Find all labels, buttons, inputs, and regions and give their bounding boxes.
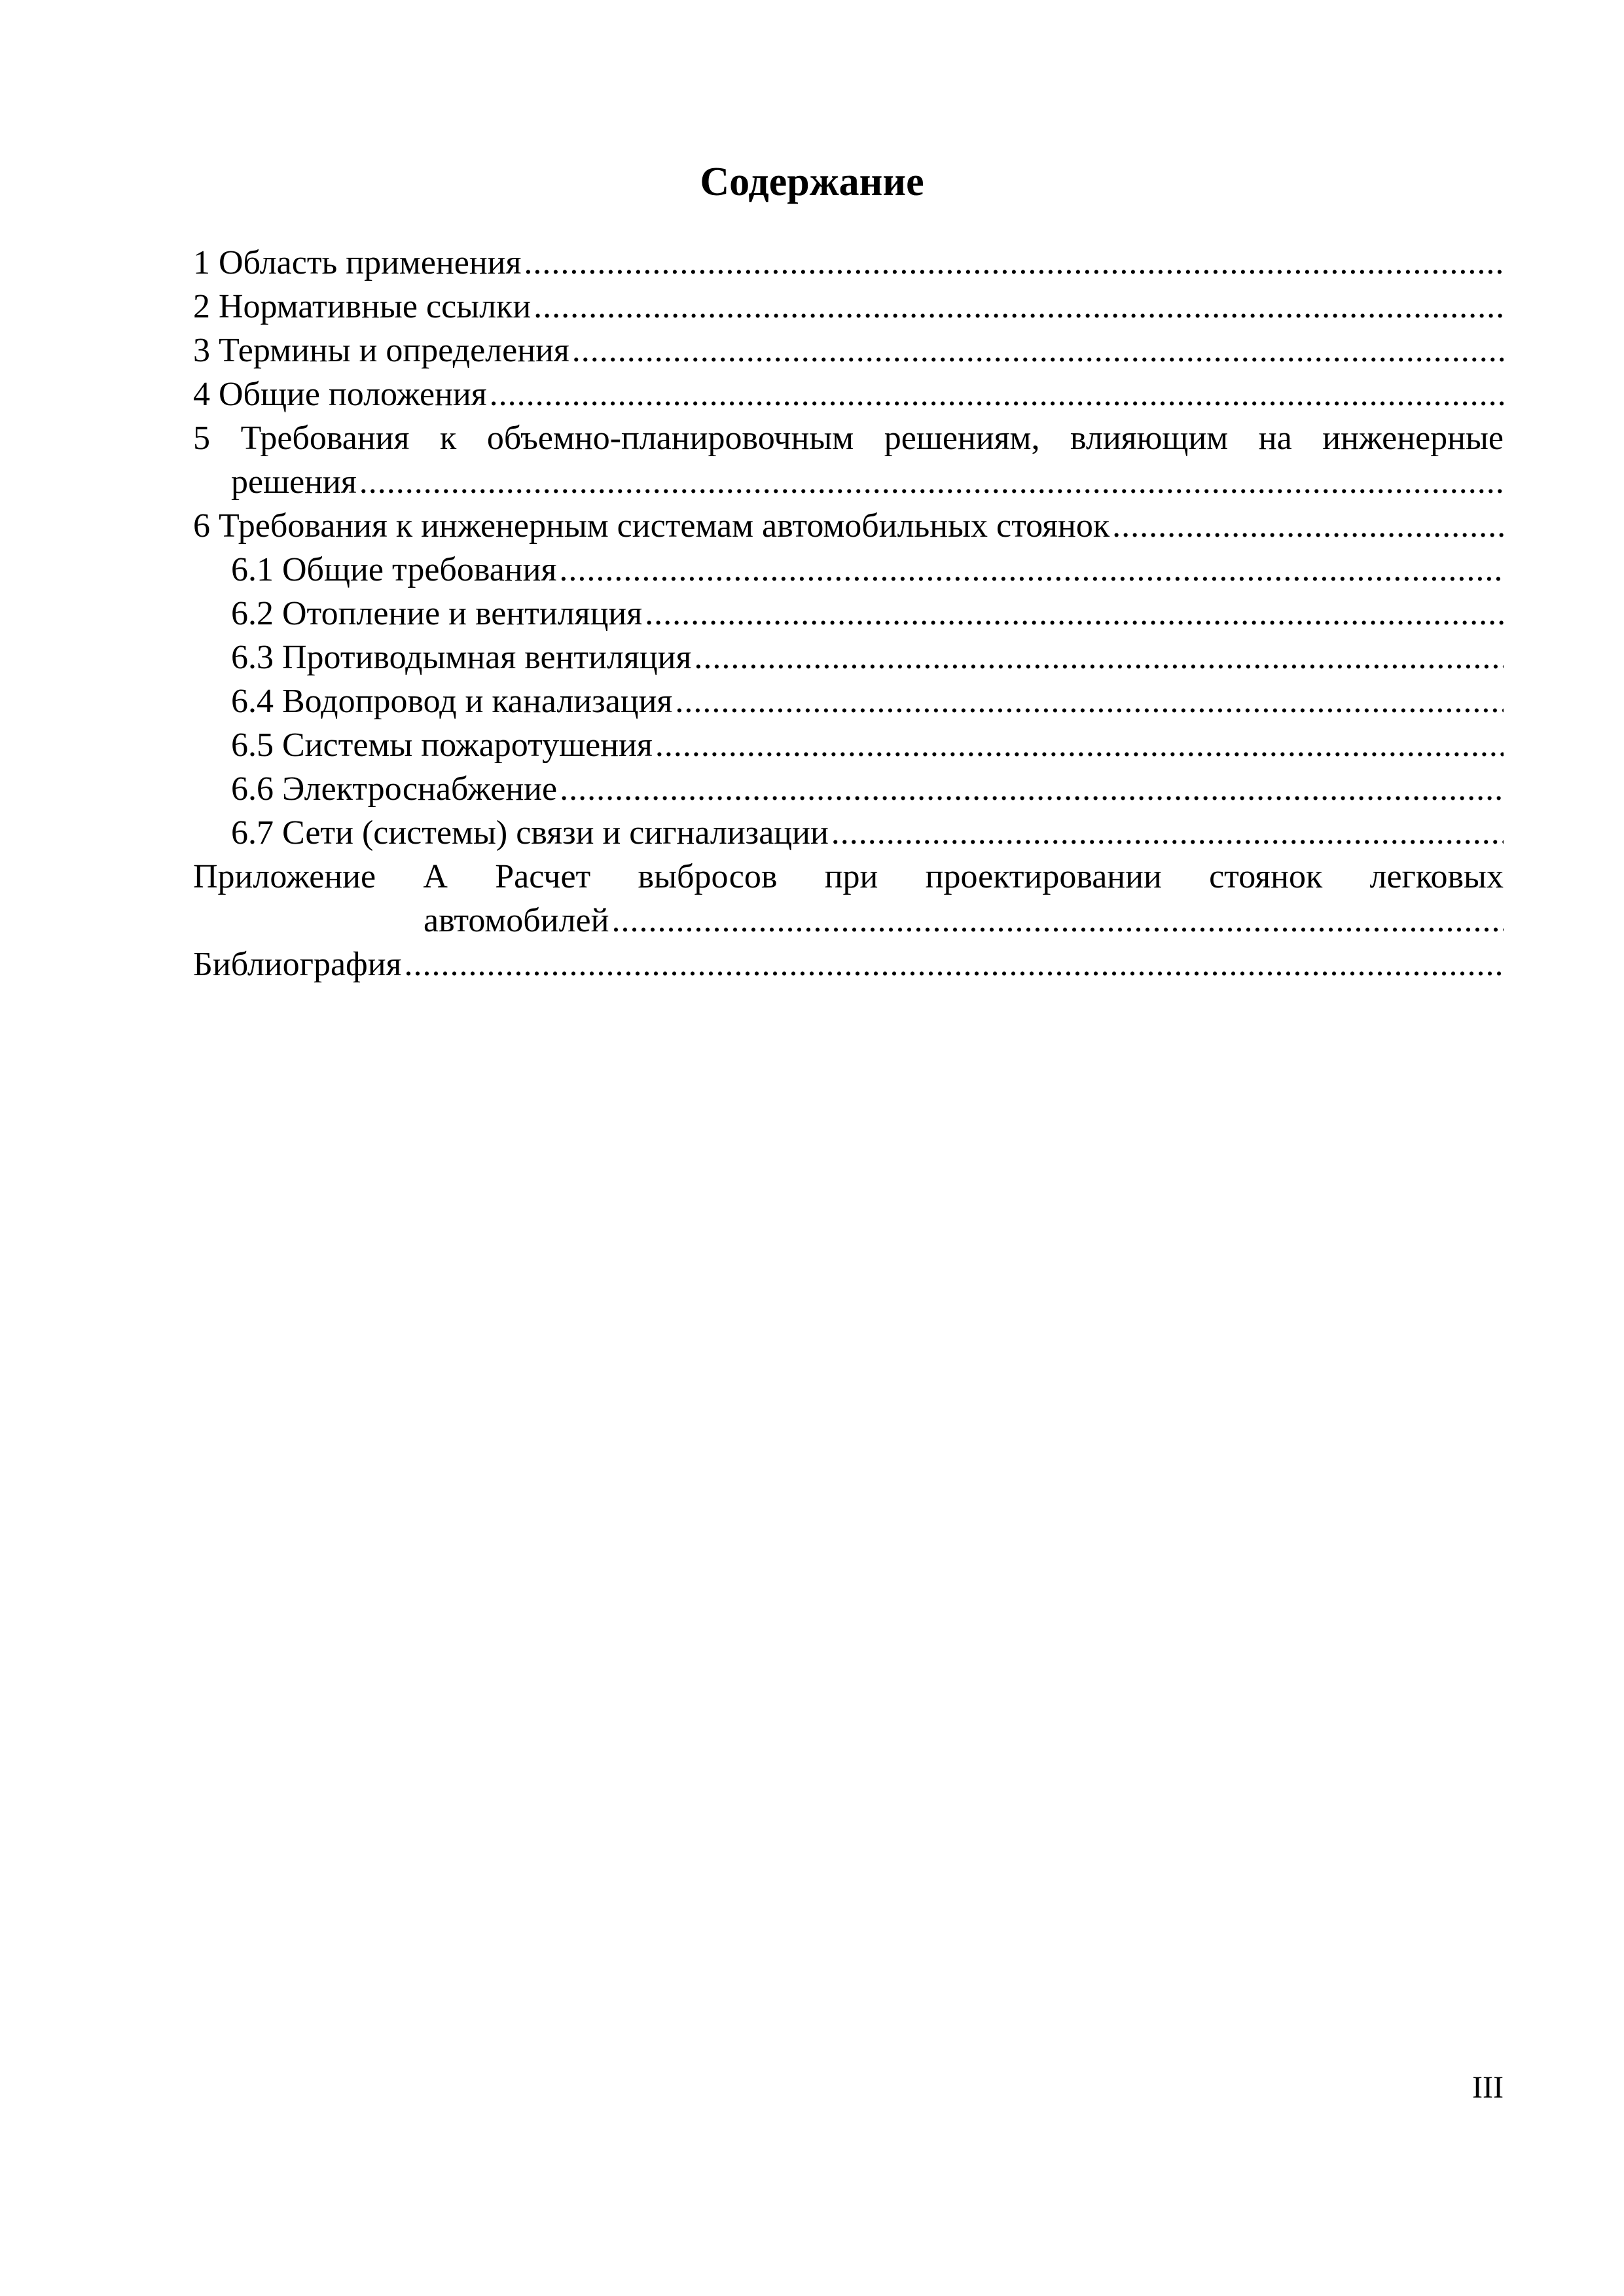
toc-entry-continuation (193, 460, 1504, 504)
toc-leader-dots (404, 942, 1504, 986)
toc-entry-label: решения (231, 463, 357, 501)
page-title: Содержание (700, 160, 924, 204)
toc-entry-label: 3 Термины и определения (193, 332, 569, 369)
toc-entry-label: 6.2 Отопление и вентиляция (231, 595, 643, 632)
toc-leader-dots (694, 636, 1504, 679)
toc-entry-2[interactable] (193, 285, 1504, 329)
toc-entry-6[interactable] (193, 504, 1504, 548)
toc-entry-label: 2 Нормативные ссылки (193, 288, 532, 325)
toc-entry-label: 4 Общие положения (193, 376, 487, 413)
toc-leader-dots (359, 460, 1504, 504)
toc-entry-label: 1 Область применения (193, 244, 522, 281)
toc-entry-6-5[interactable] (193, 723, 1504, 767)
toc-leader-dots (675, 679, 1504, 723)
toc-entry-label: 6.7 Сети (системы) связи и сигнализации (231, 814, 829, 852)
toc-entry-bibliography[interactable] (193, 942, 1504, 986)
toc-entry-label: автомобилей (424, 902, 609, 939)
toc-leader-dots (655, 723, 1504, 767)
toc-leader-dots (524, 241, 1504, 285)
toc-entry-label: 6.5 Системы пожаротушения (231, 726, 653, 764)
toc-leader-dots (611, 899, 1504, 942)
toc-entry-label: 5 Требования к объемно-планировочным решениям, влияющим на инженерные (193, 420, 1504, 457)
toc-leader-dots (559, 548, 1504, 592)
toc-entry-label: 6 Требования к инженерным системам автомобильных стоянок (193, 507, 1110, 545)
toc-entry-4[interactable] (193, 372, 1504, 416)
toc-entry-6-3[interactable] (193, 636, 1504, 679)
toc-entry-appendix-a[interactable] (193, 855, 1504, 942)
toc-leader-dots (572, 329, 1504, 372)
toc-entry-6-2[interactable] (193, 592, 1504, 636)
toc-entry-6-1[interactable] (193, 548, 1504, 592)
toc-entry-6-7[interactable] (193, 811, 1504, 855)
toc-entry-label: 6.1 Общие требования (231, 551, 557, 588)
page-number: III (1472, 2070, 1504, 2105)
toc-leader-dots (831, 811, 1504, 855)
toc-entry-label: 6.3 Противодымная вентиляция (231, 639, 692, 676)
toc-entry-1[interactable] (193, 241, 1504, 285)
toc-entry-label: 6.4 Водопровод и канализация (231, 683, 673, 720)
toc-entry-label: Приложение А Расчет выбросов при проектировании стоянок легковых (193, 858, 1504, 895)
toc-leader-dots (533, 285, 1504, 329)
toc-entry-label: 6.6 Электроснабжение (231, 770, 558, 808)
toc-leader-dots (1112, 504, 1504, 548)
toc-entry-continuation (193, 899, 1504, 942)
toc-leader-dots (560, 767, 1504, 811)
toc-entry-label: Библиография (193, 946, 402, 983)
toc-entry-3[interactable] (193, 329, 1504, 372)
toc-leader-dots (645, 592, 1504, 636)
toc-entry-6-6[interactable] (193, 767, 1504, 811)
toc-entry-6-4[interactable] (193, 679, 1504, 723)
toc-leader-dots (490, 372, 1504, 416)
table-of-contents (193, 241, 1504, 986)
toc-entry-5[interactable] (193, 416, 1504, 504)
